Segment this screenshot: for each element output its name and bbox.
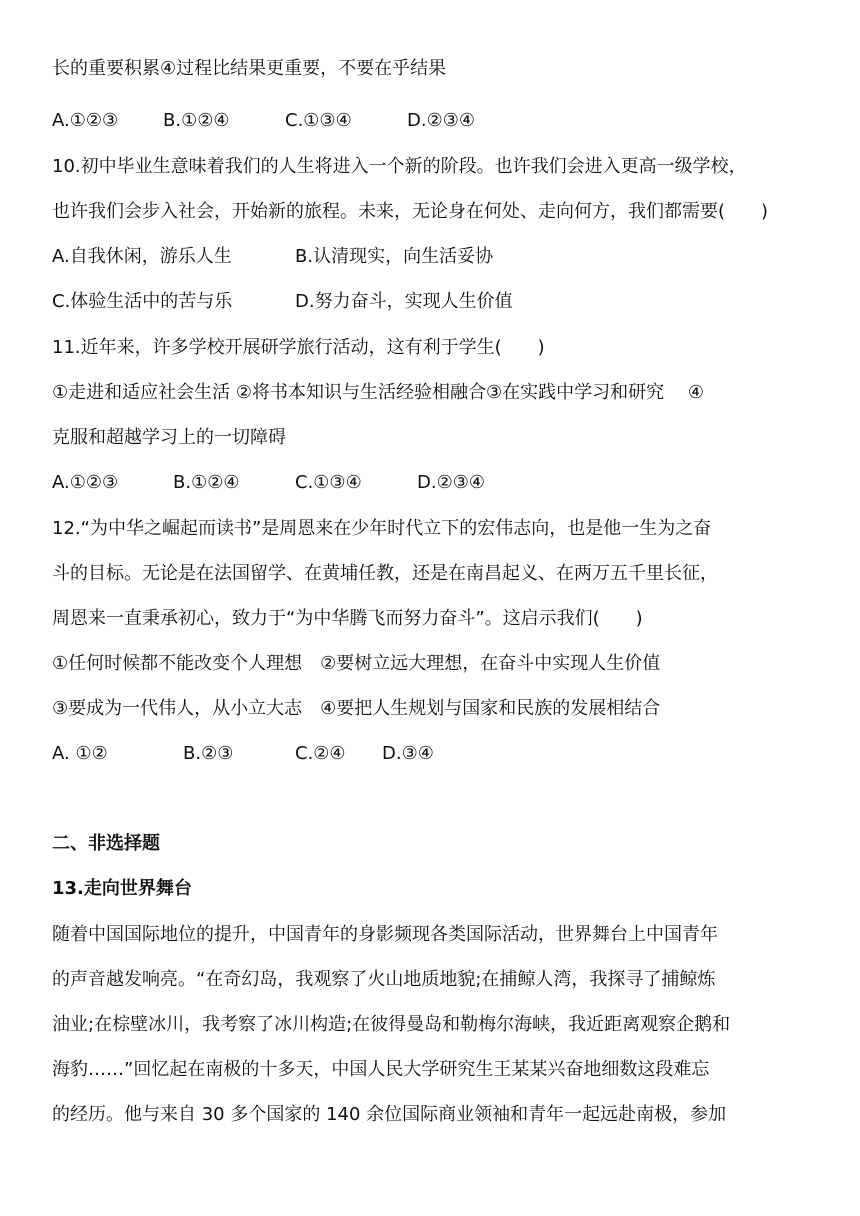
q9-option-c: C.①③④ <box>285 110 352 131</box>
q9-option-a: A.①②③ <box>52 110 119 131</box>
q12-statements-line2: ③要成为一代伟人，从小立大志 ④要把人生规划与国家和民族的发展相结合 <box>52 698 661 719</box>
q11-statements-line1: ①走进和适应社会生活 ②将书本知识与生活经验相融合③在实践中学习和研究 ④ <box>52 382 704 403</box>
q12-stem-line3: 周恩来一直秉承初心，致力于“为中华腾飞而努力奋斗”。这启示我们( ) <box>52 608 643 629</box>
q9-option-d: D.②③④ <box>407 110 475 131</box>
q12-option-c: C.②④ <box>295 743 346 764</box>
q11-option-d: D.②③④ <box>417 472 485 493</box>
q10-stem-line2: 也许我们会步入社会，开始新的旅程。未来，无论身在何处、走向何方，我们都需要( ) <box>52 201 769 222</box>
q13-title: 13.走向世界舞台 <box>52 878 192 899</box>
section-heading: 二、非选择题 <box>52 833 160 854</box>
q12-stem-line2: 斗的目标。无论是在法国留学、在黄埔任教，还是在南昌起义、在两万五千里长征， <box>52 563 718 584</box>
q12-option-b: B.②③ <box>183 743 234 764</box>
q9-option-b: B.①②④ <box>163 110 230 131</box>
q13-paragraph-line2: 的声音越发响亮。“在奇幻岛，我观察了火山地质地貌;在捕鲸人湾，我探寻了捕鲸炼 <box>52 969 716 990</box>
q10-stem-line1: 10.初中毕业生意味着我们的人生将进入一个新的阶段。也许我们会进入更高一级学校， <box>52 156 747 177</box>
q11-option-b: B.①②④ <box>173 472 240 493</box>
q11-statements-line2: 克服和超越学习上的一切障碍 <box>52 427 286 448</box>
q9-continuation: 长的重要积累④过程比结果更重要，不要在乎结果 <box>52 58 447 79</box>
q10-option-b: B.认清现实，向生活妥协 <box>295 246 494 267</box>
q10-option-a: A.自我休闲，游乐人生 <box>52 246 232 267</box>
q12-option-d: D.③④ <box>382 743 434 764</box>
q11-stem: 11.近年来，许多学校开展研学旅行活动，这有利于学生( ) <box>52 337 545 358</box>
q13-paragraph-line3: 油业;在棕壁冰川，我考察了冰川构造;在彼得曼岛和勒梅尔海峡，我近距离观察企鹅和 <box>52 1014 731 1035</box>
q11-option-a: A.①②③ <box>52 472 119 493</box>
q10-option-c: C.体验生活中的苦与乐 <box>52 291 233 312</box>
q12-statements-line1: ①任何时候都不能改变个人理想 ②要树立远大理想，在奋斗中实现人生价值 <box>52 653 661 674</box>
q12-option-a: A. ①② <box>52 743 108 764</box>
q10-option-d: D.努力奋斗，实现人生价值 <box>295 291 513 312</box>
q12-stem-line1: 12.“为中华之崛起而读书”是周恩来在少年时代立下的宏伟志向，也是他一生为之奋 <box>52 518 712 539</box>
q13-paragraph-line5: 的经历。他与来自 30 多个国家的 140 余位国际商业领袖和青年一起远赴南极，参加 <box>52 1104 727 1125</box>
q11-option-c: C.①③④ <box>295 472 362 493</box>
q13-paragraph-line1: 随着中国国际地位的提升，中国青年的身影频现各类国际活动，世界舞台上中国青年 <box>52 924 718 945</box>
q13-paragraph-line4: 海豹……”回忆起在南极的十多天，中国人民大学研究生王某某兴奋地细数这段难忘 <box>52 1059 710 1080</box>
